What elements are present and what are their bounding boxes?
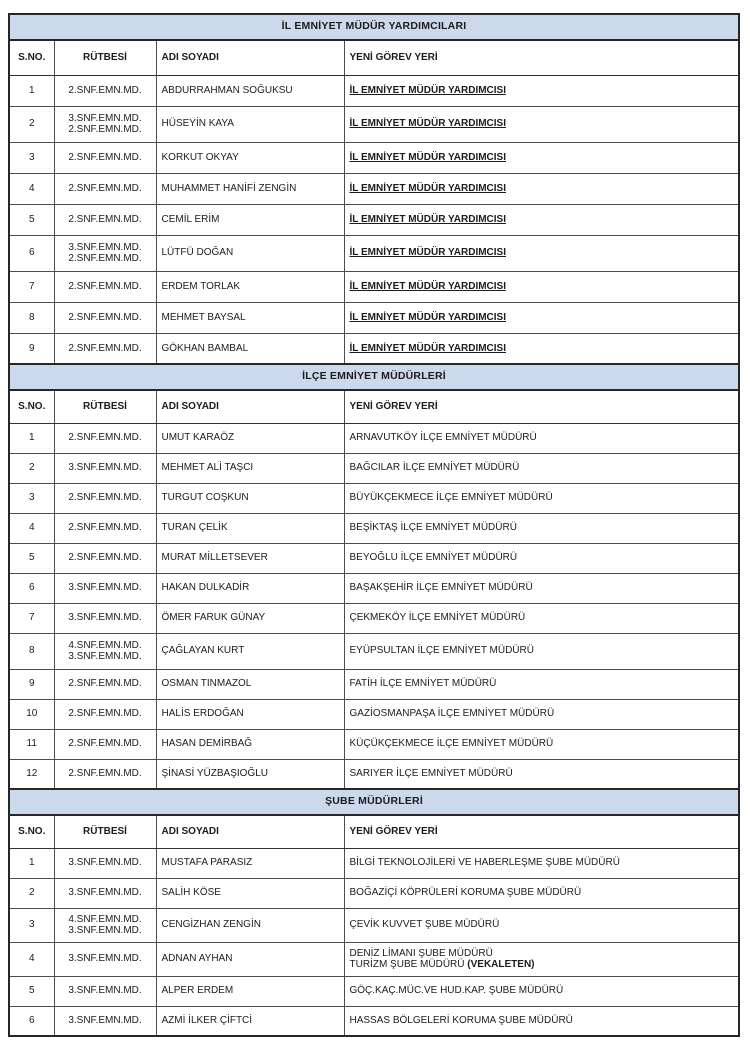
- row-number-cell: 11: [9, 729, 54, 759]
- name-cell: ABDURRAHMAN SOĞUKSU: [156, 75, 344, 106]
- assignment-cell: [344, 453, 739, 483]
- assignment-line: [350, 281, 734, 293]
- assignments-table: [8, 13, 740, 1037]
- assignment-line: [350, 887, 734, 899]
- column-header-yeni-gorev-yeri: YENİ GÖREV YERİ: [344, 815, 739, 848]
- rank-line: 2.SNF.EMN.MD.: [68, 768, 142, 779]
- name-cell: AZMİ İLKER ÇİFTCİ: [156, 1006, 344, 1036]
- row-number-cell: 8: [9, 302, 54, 333]
- rank-line: 3.SNF.EMN.MD.: [68, 612, 142, 624]
- rank-line: 2.SNF.EMN.MD.: [68, 151, 142, 163]
- column-header-rutbesi: RÜTBESİ: [54, 390, 156, 423]
- table-row: [9, 513, 739, 543]
- rank-cell: [54, 75, 156, 106]
- name-cell: HALİS ERDOĞAN: [156, 699, 344, 729]
- table-row: [9, 453, 739, 483]
- table-row: [9, 942, 739, 976]
- section-header-row: [9, 789, 739, 815]
- assignment-text: İL EMNİYET MÜDÜR YARDIMCISI: [349, 182, 506, 194]
- row-number-cell: 9: [9, 333, 54, 364]
- rank-cell: [54, 1006, 156, 1036]
- name-cell: KORKUT OKYAY: [156, 142, 344, 173]
- assignment-cell: [344, 142, 739, 173]
- name-cell: GÖKHAN BAMBAL: [156, 333, 344, 364]
- assignment-line: [350, 432, 734, 444]
- name-cell: MUSTAFA PARASIZ: [156, 848, 344, 878]
- rank-cell: [54, 173, 156, 204]
- assignment-cell: [344, 513, 739, 543]
- rank-cell: [54, 483, 156, 513]
- name-cell: CEMİL ERİM: [156, 204, 344, 235]
- assignment-line: [350, 118, 734, 130]
- name-cell: HASAN DEMİRBAĞ: [156, 729, 344, 759]
- rank-cell: [54, 453, 156, 483]
- assignment-text: ÇEKMEKÖY İLÇE EMNİYET MÜDÜRÜ: [349, 612, 526, 624]
- section-title: İLÇE EMNİYET MÜDÜRLERİ: [9, 364, 739, 390]
- name-cell: MEHMET BAYSAL: [156, 302, 344, 333]
- assignment-text: İL EMNİYET MÜDÜR YARDIMCISI: [349, 118, 506, 130]
- column-header-sno: S.NO.: [9, 40, 54, 75]
- name-cell: ERDEM TORLAK: [156, 271, 344, 302]
- table-row: [9, 603, 739, 633]
- assignment-cell: [344, 878, 739, 908]
- assignment-cell: [344, 271, 739, 302]
- name-cell: OSMAN TINMAZOL: [156, 669, 344, 699]
- row-number-cell: 3: [9, 483, 54, 513]
- rank-cell: [54, 302, 156, 333]
- rank-cell: [54, 573, 156, 603]
- table-row: [9, 271, 739, 302]
- assignment-cell: [344, 976, 739, 1006]
- assignment-cell: [344, 603, 739, 633]
- column-header-adi-soyadi: ADI SOYADI: [156, 390, 344, 423]
- assignment-text: İL EMNİYET MÜDÜR YARDIMCISI: [349, 247, 506, 259]
- rank-line: 3.SNF.EMN.MD.: [68, 582, 142, 594]
- assignment-cell: [344, 543, 739, 573]
- row-number-cell: 7: [9, 271, 54, 302]
- assignment-cell: [344, 759, 739, 789]
- assignment-text: İL EMNİYET MÜDÜR YARDIMCISI: [349, 151, 506, 163]
- assignment-cell: [344, 669, 739, 699]
- assignment-text: HASSAS BÖLGELERİ KORUMA ŞUBE MÜDÜRÜ: [349, 1015, 573, 1026]
- table-row: [9, 483, 739, 513]
- assignment-line: [350, 985, 734, 997]
- column-header-rutbesi: RÜTBESİ: [54, 40, 156, 75]
- assignment-line: [350, 462, 734, 474]
- table-row: [9, 729, 739, 759]
- row-number-cell: 1: [9, 423, 54, 453]
- section-title: İL EMNİYET MÜDÜR YARDIMCILARI: [9, 14, 739, 40]
- row-number-cell: 7: [9, 603, 54, 633]
- rank-line: 3.SNF.EMN.MD.: [68, 651, 142, 662]
- table-row: [9, 976, 739, 1006]
- row-number-cell: 12: [9, 759, 54, 789]
- name-cell: HÜSEYİN KAYA: [156, 106, 344, 142]
- table-row: [9, 633, 739, 669]
- row-number-cell: 2: [9, 106, 54, 142]
- assignment-cell: [344, 573, 739, 603]
- row-number-cell: 2: [9, 878, 54, 908]
- table-row: [9, 699, 739, 729]
- rank-cell: [54, 423, 156, 453]
- rank-line: 2.SNF.EMN.MD.: [68, 182, 142, 194]
- assignment-cell: [344, 423, 739, 453]
- rank-line: 2.SNF.EMN.MD.: [68, 311, 142, 323]
- assignment-cell: [344, 302, 739, 333]
- assignment-cell: [344, 729, 739, 759]
- assignment-line: [350, 678, 734, 690]
- name-cell: ADNAN AYHAN: [156, 942, 344, 976]
- assignment-text: İL EMNİYET MÜDÜR YARDIMCISI: [349, 311, 506, 323]
- name-cell: CENGİZHAN ZENGİN: [156, 908, 344, 942]
- row-number-cell: 9: [9, 669, 54, 699]
- assignment-line: [350, 582, 734, 594]
- row-number-cell: 8: [9, 633, 54, 669]
- assignment-text: ARNAVUTKÖY İLÇE EMNİYET MÜDÜRÜ: [349, 432, 537, 444]
- rank-cell: [54, 942, 156, 976]
- assignment-cell: [344, 942, 739, 976]
- assignment-line: [350, 312, 734, 324]
- row-number-cell: 5: [9, 976, 54, 1006]
- rank-cell: [54, 699, 156, 729]
- assignment-line: [350, 183, 734, 195]
- assignment-line: [350, 343, 734, 355]
- row-number-cell: 2: [9, 453, 54, 483]
- assignment-line: [350, 612, 734, 624]
- assignment-cell: [344, 633, 739, 669]
- column-header-row: [9, 390, 739, 423]
- section-header-row: [9, 14, 739, 40]
- name-cell: MUHAMMET HANİFİ ZENGİN: [156, 173, 344, 204]
- table-row: [9, 759, 739, 789]
- rank-cell: [54, 976, 156, 1006]
- table-row: [9, 235, 739, 271]
- rank-cell: [54, 204, 156, 235]
- rank-cell: [54, 729, 156, 759]
- rank-line: 3.SNF.EMN.MD.: [68, 985, 142, 997]
- assignments-table-body: [9, 14, 739, 1036]
- rank-line: 3.SNF.EMN.MD.: [68, 857, 142, 869]
- name-cell: ŞİNASİ YÜZBAŞIOĞLU: [156, 759, 344, 789]
- rank-line: 3.SNF.EMN.MD.: [68, 887, 142, 899]
- column-header-adi-soyadi: ADI SOYADI: [156, 40, 344, 75]
- rank-cell: [54, 848, 156, 878]
- name-cell: MURAT MİLLETSEVER: [156, 543, 344, 573]
- name-cell: MEHMET ALİ TAŞCI: [156, 453, 344, 483]
- row-number-cell: 4: [9, 173, 54, 204]
- assignment-cell: [344, 235, 739, 271]
- assignment-line: [350, 522, 734, 534]
- name-cell: HAKAN DULKADİR: [156, 573, 344, 603]
- row-number-cell: 10: [9, 699, 54, 729]
- column-header-row: [9, 815, 739, 848]
- row-number-cell: 5: [9, 204, 54, 235]
- assignment-cell: [344, 848, 739, 878]
- assignment-line: [350, 768, 734, 780]
- rank-line: 2.SNF.EMN.MD.: [68, 124, 142, 135]
- assignment-text: BEŞİKTAŞ İLÇE EMNİYET MÜDÜRÜ: [349, 522, 517, 534]
- assignment-cell: [344, 106, 739, 142]
- rank-line: 3.SNF.EMN.MD.: [68, 1015, 142, 1026]
- assignment-text: SARIYER İLÇE EMNİYET MÜDÜRÜ: [349, 768, 513, 779]
- table-row: [9, 848, 739, 878]
- assignment-text: GAZİOSMANPAŞA İLÇE EMNİYET MÜDÜRÜ: [349, 708, 555, 720]
- assignment-text: BAŞAKŞEHİR İLÇE EMNİYET MÜDÜRÜ: [349, 582, 533, 594]
- column-header-rutbesi: RÜTBESİ: [54, 815, 156, 848]
- rank-line: 3.SNF.EMN.MD.: [68, 462, 142, 474]
- assignment-line: [350, 948, 734, 960]
- assignment-cell: [344, 483, 739, 513]
- name-cell: LÜTFÜ DOĞAN: [156, 235, 344, 271]
- assignment-line: [350, 214, 734, 226]
- assignment-line: [350, 247, 734, 259]
- column-header-row: [9, 40, 739, 75]
- name-cell: ALPER ERDEM: [156, 976, 344, 1006]
- rank-line: 2.SNF.EMN.MD.: [68, 708, 142, 720]
- rank-cell: [54, 271, 156, 302]
- assignment-cell: [344, 908, 739, 942]
- rank-cell: [54, 513, 156, 543]
- assignment-bold-suffix: (VEKALETEN): [467, 959, 535, 970]
- table-row: [9, 908, 739, 942]
- column-header-yeni-gorev-yeri: YENİ GÖREV YERİ: [344, 390, 739, 423]
- rank-cell: [54, 235, 156, 271]
- assignment-line: [350, 552, 734, 564]
- rank-line: 2.SNF.EMN.MD.: [68, 552, 142, 564]
- assignment-line: [350, 152, 734, 164]
- rank-cell: [54, 759, 156, 789]
- assignment-cell: [344, 204, 739, 235]
- table-row: [9, 75, 739, 106]
- table-row: [9, 204, 739, 235]
- rank-cell: [54, 142, 156, 173]
- assignment-line: [350, 85, 734, 97]
- rank-line: 4.SNF.EMN.MD.: [68, 913, 142, 925]
- rank-line: 3.SNF.EMN.MD.: [68, 925, 142, 936]
- row-number-cell: 6: [9, 1006, 54, 1036]
- rank-line: 2.SNF.EMN.MD.: [68, 432, 142, 444]
- table-row: [9, 333, 739, 364]
- column-header-yeni-gorev-yeri: YENİ GÖREV YERİ: [344, 40, 739, 75]
- rank-line: 2.SNF.EMN.MD.: [68, 342, 142, 354]
- rank-cell: [54, 633, 156, 669]
- table-row: [9, 1006, 739, 1036]
- column-header-sno: S.NO.: [9, 390, 54, 423]
- assignment-text: GÖÇ.KAÇ.MÜC.VE HUD.KAP. ŞUBE MÜDÜRÜ: [349, 985, 564, 997]
- name-cell: ÖMER FARUK GÜNAY: [156, 603, 344, 633]
- table-row: [9, 302, 739, 333]
- rank-line: 2.SNF.EMN.MD.: [68, 84, 142, 96]
- rank-line: 2.SNF.EMN.MD.: [68, 253, 142, 264]
- row-number-cell: 3: [9, 908, 54, 942]
- rank-cell: [54, 333, 156, 364]
- table-row: [9, 878, 739, 908]
- rank-line: 2.SNF.EMN.MD.: [68, 522, 142, 534]
- row-number-cell: 1: [9, 75, 54, 106]
- assignment-text: ÇEVİK KUVVET ŞUBE MÜDÜRÜ: [349, 919, 500, 931]
- assignment-cell: [344, 1006, 739, 1036]
- row-number-cell: 5: [9, 543, 54, 573]
- assignment-text: İL EMNİYET MÜDÜR YARDIMCISI: [349, 84, 506, 96]
- assignment-cell: [344, 75, 739, 106]
- assignment-line: [350, 738, 734, 750]
- column-header-sno: S.NO.: [9, 815, 54, 848]
- assignment-text: BİLGİ TEKNOLOJİLERİ VE HABERLEŞME ŞUBE MÜDÜRÜ: [349, 857, 620, 869]
- rank-line: 4.SNF.EMN.MD.: [68, 639, 142, 651]
- name-cell: UMUT KARAÖZ: [156, 423, 344, 453]
- assignment-line: [350, 857, 734, 869]
- name-cell: TURAN ÇELİK: [156, 513, 344, 543]
- section-header-row: [9, 364, 739, 390]
- rank-cell: [54, 878, 156, 908]
- column-header-adi-soyadi: ADI SOYADI: [156, 815, 344, 848]
- rank-cell: [54, 669, 156, 699]
- assignment-text: KÜÇÜKÇEKMECE İLÇE EMNİYET MÜDÜRÜ: [349, 738, 554, 750]
- assignment-text: BOĞAZİÇİ KÖPRÜLERİ KORUMA ŞUBE MÜDÜRÜ: [349, 887, 582, 899]
- table-row: [9, 173, 739, 204]
- rank-line: 2.SNF.EMN.MD.: [68, 213, 142, 225]
- assignment-text: İL EMNİYET MÜDÜR YARDIMCISI: [349, 280, 506, 292]
- assignment-text: İL EMNİYET MÜDÜR YARDIMCISI: [349, 342, 506, 354]
- row-number-cell: 4: [9, 513, 54, 543]
- table-row: [9, 106, 739, 142]
- table-row: [9, 573, 739, 603]
- rank-cell: [54, 106, 156, 142]
- rank-line: 3.SNF.EMN.MD.: [68, 241, 142, 253]
- rank-line: 3.SNF.EMN.MD.: [68, 953, 142, 965]
- assignment-cell: [344, 333, 739, 364]
- assignment-line: [350, 959, 734, 971]
- rank-line: 2.SNF.EMN.MD.: [68, 492, 142, 504]
- assignment-line: [350, 492, 734, 504]
- name-cell: TURGUT COŞKUN: [156, 483, 344, 513]
- row-number-cell: 4: [9, 942, 54, 976]
- assignment-text: BEYOĞLU İLÇE EMNİYET MÜDÜRÜ: [349, 552, 518, 564]
- section-title: ŞUBE MÜDÜRLERİ: [9, 789, 739, 815]
- row-number-cell: 3: [9, 142, 54, 173]
- table-row: [9, 543, 739, 573]
- assignment-cell: [344, 173, 739, 204]
- assignment-text: FATİH İLÇE EMNİYET MÜDÜRÜ: [349, 678, 497, 690]
- rank-line: 2.SNF.EMN.MD.: [68, 738, 142, 750]
- assignment-text: EYÜPSULTAN İLÇE EMNİYET MÜDÜRÜ: [349, 645, 534, 657]
- row-number-cell: 6: [9, 573, 54, 603]
- rank-cell: [54, 603, 156, 633]
- assignment-line: [350, 919, 734, 931]
- assignment-cell: [344, 699, 739, 729]
- table-row: [9, 142, 739, 173]
- row-number-cell: 6: [9, 235, 54, 271]
- table-row: [9, 423, 739, 453]
- assignment-text: İL EMNİYET MÜDÜR YARDIMCISI: [349, 213, 506, 225]
- table-row: [9, 669, 739, 699]
- assignment-text: BAĞCILAR İLÇE EMNİYET MÜDÜRÜ: [349, 462, 520, 474]
- rank-cell: [54, 908, 156, 942]
- rank-line: 3.SNF.EMN.MD.: [68, 112, 142, 124]
- rank-line: 2.SNF.EMN.MD.: [68, 280, 142, 292]
- assignment-text: DENİZ LİMANI ŞUBE MÜDÜRÜ: [349, 947, 493, 959]
- name-cell: ÇAĞLAYAN KURT: [156, 633, 344, 669]
- assignment-text: TURİZM ŞUBE MÜDÜRÜ: [349, 959, 468, 970]
- row-number-cell: 1: [9, 848, 54, 878]
- assignment-line: [350, 645, 734, 657]
- rank-line: 2.SNF.EMN.MD.: [68, 678, 142, 690]
- assignment-line: [350, 1015, 734, 1027]
- assignment-text: BÜYÜKÇEKMECE İLÇE EMNİYET MÜDÜRÜ: [349, 492, 553, 504]
- assignment-line: [350, 708, 734, 720]
- name-cell: SALİH KÖSE: [156, 878, 344, 908]
- rank-cell: [54, 543, 156, 573]
